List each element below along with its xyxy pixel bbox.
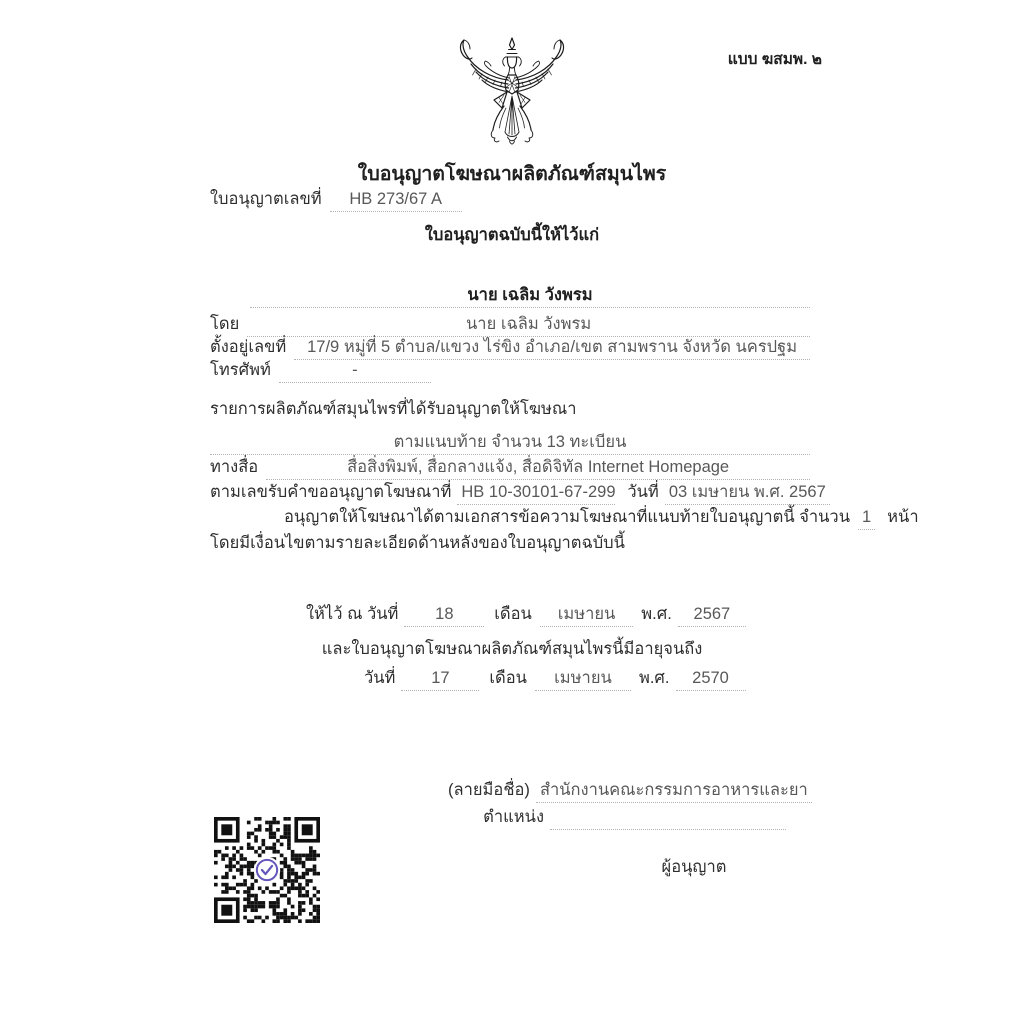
issue-year-value: 2567 <box>678 602 746 627</box>
conditions-text: โดยมีเงื่อนไขตามรายละเอียดด้านหลังของใบอนุญาตฉบับนี้ <box>210 534 625 552</box>
request-number-value: HB 10-30101-67-299 <box>457 480 615 505</box>
phone-label: โทรศัพท์ <box>210 361 271 379</box>
issue-era-label: พ.ศ. <box>641 605 672 623</box>
request-date-label: วันที่ <box>627 483 659 501</box>
license-number-label: ใบอนุญาตเลขที่ <box>210 190 322 208</box>
products-heading: รายการผลิตภัณฑ์สมุนไพรที่ได้รับอนุญาตให้โฆษณา <box>210 400 577 418</box>
form-code: แบบ ฆสมพ. ๒ <box>727 51 822 68</box>
authorizer-label: ผู้อนุญาต <box>661 858 727 876</box>
by-label: โดย <box>210 315 240 333</box>
position-label: ตำแหน่ง <box>483 808 544 826</box>
products-value: ตามแนบท้าย จำนวน 13 ทะเบียน <box>210 430 810 455</box>
expiry-month-value: เมษายน <box>535 666 631 691</box>
pages-prefix: อนุญาตให้โฆษณาได้ตามเอกสารข้อความโฆษณาที่แนบท้ายใบอนุญาตนี้ จำนวน <box>284 508 850 526</box>
issued-to-heading: ใบอนุญาตฉบับนี้ให้ไว้แก่ <box>424 226 600 244</box>
expiry-era-label: พ.ศ. <box>638 669 670 687</box>
issue-month-label: เดือน <box>494 605 532 623</box>
pages-unit: หน้า <box>887 508 919 526</box>
document-title: ใบอนุญาตโฆษณาผลิตภัณฑ์สมุนไพร <box>357 163 667 185</box>
issue-day-value: 18 <box>404 602 484 627</box>
phone-value: - <box>279 358 431 383</box>
expiry-day-value: 17 <box>401 666 479 691</box>
position-value <box>550 805 786 830</box>
by-value: นาย เฉลิม วังพรม <box>247 312 810 337</box>
validity-heading: และใบอนุญาตโฆษณาผลิตภัณฑ์สมุนไพรนี้มีอายุจนถึง <box>321 640 703 658</box>
request-date-value: 03 เมษายน พ.ศ. 2567 <box>665 480 830 505</box>
address-value: 17/9 หมู่ที่ 5 ตำบล/แขวง ไร่ขิง อำเภอ/เขต สามพราน จังหวัด นครปฐม <box>294 335 810 360</box>
expiry-year-value: 2570 <box>676 666 746 691</box>
media-value: สื่อสิ่งพิมพ์, สื่อกลางแจ้ง, สื่อดิจิทัล Internet Homepage <box>266 455 810 480</box>
signature-label: (ลายมือชื่อ) <box>448 781 530 799</box>
issue-month-value: เมษายน <box>540 602 633 627</box>
expiry-date-prefix: วันที่ <box>364 669 396 687</box>
licensee-name-value: นาย เฉลิม วังพรม <box>250 283 810 308</box>
pages-count-value: 1 <box>858 505 875 530</box>
expiry-month-label: เดือน <box>489 669 527 687</box>
qr-code <box>214 817 320 923</box>
issue-date-prefix: ให้ไว้ ณ วันที่ <box>306 605 399 623</box>
request-number-label: ตามเลขรับคำขออนุญาตโฆษณาที่ <box>210 483 452 501</box>
media-label: ทางสื่อ <box>210 458 259 476</box>
address-label: ตั้งอยู่เลขที่ <box>210 338 287 356</box>
signer-value: สำนักงานคณะกรรมการอาหารและยา <box>536 778 812 803</box>
garuda-emblem-icon <box>452 36 572 162</box>
license-number-value: HB 273/67 A <box>330 187 462 212</box>
